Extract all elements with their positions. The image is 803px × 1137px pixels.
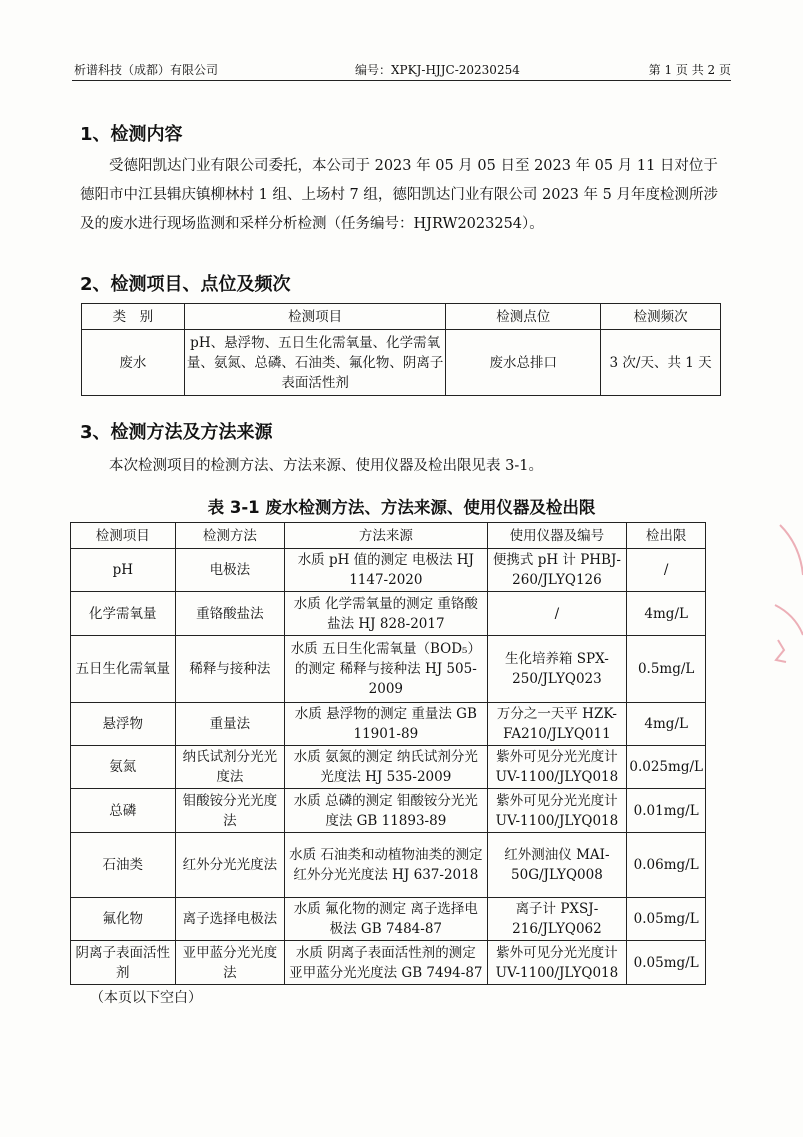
table-row <box>82 330 721 396</box>
page-number: 第 1 页 共 2 页 <box>648 63 731 77</box>
item-cell: 总磷 <box>71 789 176 833</box>
source-cell: 水质 五日生化需氧量（BOD₅）的测定 稀释与接种法 HJ 505-2009 <box>285 636 487 703</box>
source-cell: 水质 阴离子表面活性剂的测定 亚甲蓝分光光度法 GB 7494-87 <box>285 941 487 985</box>
table-row <box>71 592 706 636</box>
items-table-header <box>82 304 721 330</box>
source-cell: 水质 pH 值的测定 电极法 HJ 1147-2020 <box>285 549 487 592</box>
col-category: 类 别 <box>82 304 185 330</box>
instrument-cell: 便携式 pH 计 PHBJ-260/JLYQ126 <box>487 549 627 592</box>
limit-cell: 0.05mg/L <box>627 898 706 941</box>
table-row <box>71 941 706 985</box>
items-table <box>81 303 721 396</box>
col-source: 方法来源 <box>285 523 487 549</box>
report-number: 编号：XPKJ-HJJC-20230254 <box>355 63 520 77</box>
seal-stamp-fragment <box>760 515 803 685</box>
table-row <box>71 703 706 746</box>
category-cell: 废水 <box>82 330 185 396</box>
section-3-intro: 本次检测项目的检测方法、方法来源、使用仪器及检出限见表 3-1。 <box>109 458 543 474</box>
section-1-body: 受德阳凯达门业有限公司委托，本公司于 2023 年 05 月 05 日至 2023 年 05 月 11 日对位于德阳市中江县辑庆镇柳林村 1 组、上场村 7 组，德阳凯达门业有限公司 2023 年 5 月年度检测所涉及的废水进行现场监测和采样分析检测（任务编号：HJRW2023254）。 <box>80 158 718 232</box>
method-cell: 电极法 <box>175 549 285 592</box>
instrument-cell: / <box>487 592 627 636</box>
table-row <box>71 833 706 898</box>
method-cell: 红外分光光度法 <box>175 833 285 898</box>
seal-stamp-icon <box>760 515 803 685</box>
methods-table <box>70 522 706 985</box>
instrument-cell: 紫外可见分光光度计 UV-1100/JLYQ018 <box>487 746 627 789</box>
source-cell: 水质 氟化物的测定 离子选择电极法 GB 7484-87 <box>285 898 487 941</box>
instrument-cell: 红外测油仪 MAI-50G/JLYQ008 <box>487 833 627 898</box>
limit-cell: 4mg/L <box>627 703 706 746</box>
blank-page-note: （本页以下空白） <box>90 990 202 1006</box>
table-row <box>71 789 706 833</box>
col-point: 检测点位 <box>446 304 601 330</box>
items-cell: pH、悬浮物、五日生化需氧量、化学需氧量、氨氮、总磷、石油类、氟化物、阴离子表面活性剂 <box>184 330 446 396</box>
item-cell: pH <box>71 549 176 592</box>
method-cell: 重量法 <box>175 703 285 746</box>
item-cell: 阴离子表面活性剂 <box>71 941 176 985</box>
source-cell: 水质 石油类和动植物油类的测定 红外分光光度法 HJ 637-2018 <box>285 833 487 898</box>
section-1-title: 1、检测内容 <box>80 124 183 145</box>
table-row <box>71 898 706 941</box>
table-3-1-title: 表 3-1 废水检测方法、方法来源、使用仪器及检出限 <box>207 498 596 517</box>
section-3-title: 3、检测方法及方法来源 <box>80 422 273 443</box>
limit-cell: 0.06mg/L <box>627 833 706 898</box>
limit-cell: 0.5mg/L <box>627 636 706 703</box>
method-cell: 稀释与接种法 <box>175 636 285 703</box>
section-2-title: 2、检测项目、点位及频次 <box>80 274 291 295</box>
limit-cell: 0.025mg/L <box>627 746 706 789</box>
item-cell: 石油类 <box>71 833 176 898</box>
col-frequency: 检测频次 <box>601 304 721 330</box>
item-cell: 悬浮物 <box>71 703 176 746</box>
source-cell: 水质 悬浮物的测定 重量法 GB 11901-89 <box>285 703 487 746</box>
method-cell: 亚甲蓝分光光度法 <box>175 941 285 985</box>
instrument-cell: 万分之一天平 HZK-FA210/JLYQ011 <box>487 703 627 746</box>
method-cell: 纳氏试剂分光光度法 <box>175 746 285 789</box>
table-row <box>71 636 706 703</box>
point-cell: 废水总排口 <box>446 330 601 396</box>
limit-cell: 4mg/L <box>627 592 706 636</box>
source-cell: 水质 氨氮的测定 纳氏试剂分光光度法 HJ 535-2009 <box>285 746 487 789</box>
method-cell: 重铬酸盐法 <box>175 592 285 636</box>
limit-cell: / <box>627 549 706 592</box>
col-items: 检测项目 <box>184 304 446 330</box>
col-method: 检测方法 <box>175 523 285 549</box>
instrument-cell: 离子计 PXSJ-216/JLYQ062 <box>487 898 627 941</box>
instrument-cell: 生化培养箱 SPX-250/JLYQ023 <box>487 636 627 703</box>
method-cell: 离子选择电极法 <box>175 898 285 941</box>
instrument-cell: 紫外可见分光光度计 UV-1100/JLYQ018 <box>487 789 627 833</box>
source-cell: 水质 总磷的测定 钼酸铵分光光度法 GB 11893-89 <box>285 789 487 833</box>
col-item: 检测项目 <box>71 523 176 549</box>
item-cell: 五日生化需氧量 <box>71 636 176 703</box>
col-limit: 检出限 <box>627 523 706 549</box>
frequency-cell: 3 次/天、共 1 天 <box>601 330 721 396</box>
item-cell: 氟化物 <box>71 898 176 941</box>
company-name: 析谱科技（成都）有限公司 <box>74 63 219 77</box>
page-header <box>72 58 731 81</box>
limit-cell: 0.01mg/L <box>627 789 706 833</box>
item-cell: 化学需氧量 <box>71 592 176 636</box>
limit-cell: 0.05mg/L <box>627 941 706 985</box>
source-cell: 水质 化学需氧量的测定 重铬酸盐法 HJ 828-2017 <box>285 592 487 636</box>
table-row <box>71 746 706 789</box>
col-instrument: 使用仪器及编号 <box>487 523 627 549</box>
method-cell: 钼酸铵分光光度法 <box>175 789 285 833</box>
instrument-cell: 紫外可见分光光度计 UV-1100/JLYQ018 <box>487 941 627 985</box>
item-cell: 氨氮 <box>71 746 176 789</box>
methods-table-header <box>71 523 706 549</box>
table-row <box>71 549 706 592</box>
